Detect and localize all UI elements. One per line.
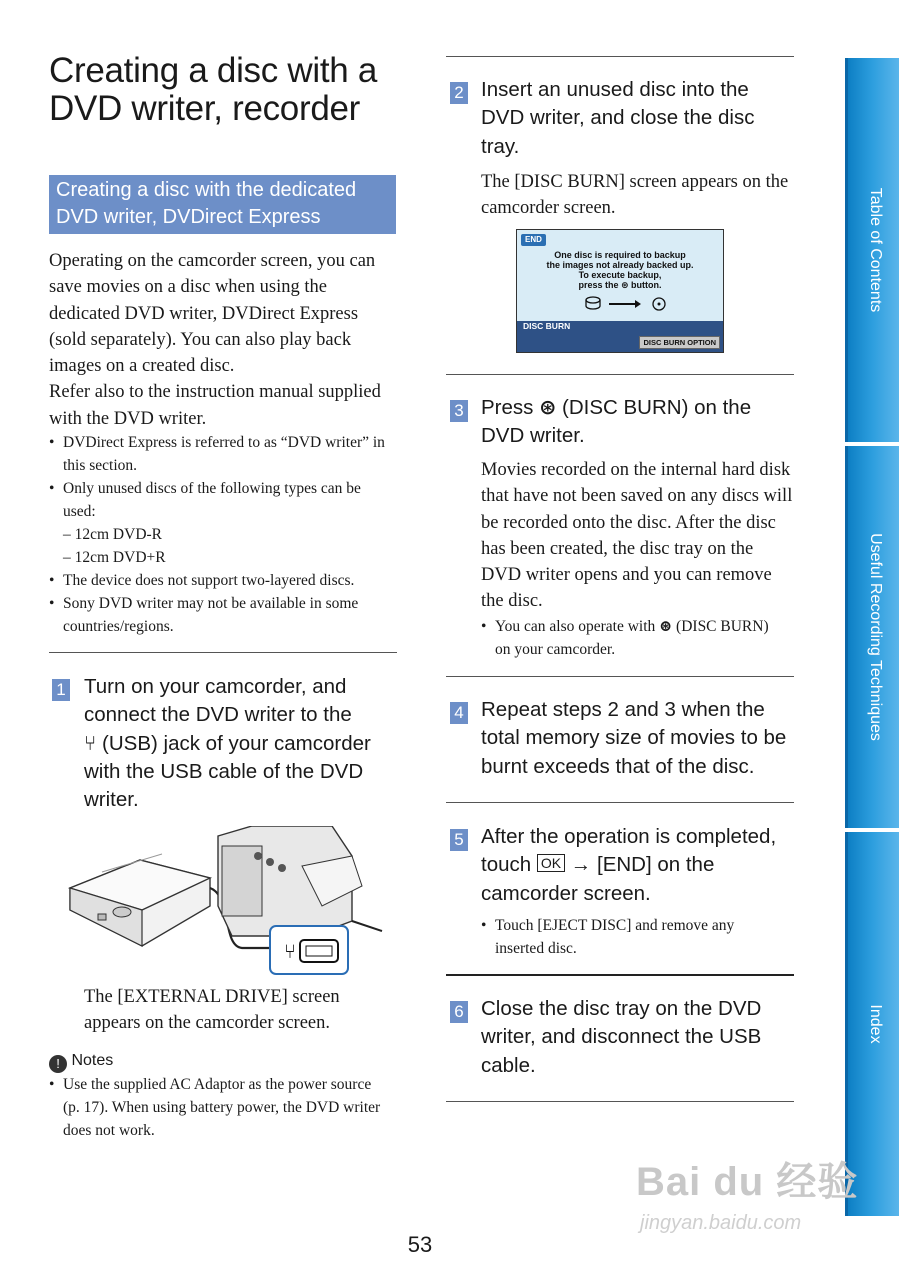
step-1-line: connect the DVD writer to the: [84, 703, 352, 727]
disc-burn-icon: ⊛: [659, 618, 673, 635]
end-button[interactable]: END: [521, 234, 546, 246]
notes-heading: [49, 1050, 113, 1073]
screen-message-line: One disc is required to backup: [554, 250, 686, 260]
camcorder-illustration: [218, 826, 382, 936]
bullet-item: • Touch [EJECT DISC] and remove any inserted disc.: [481, 914, 781, 960]
bullet-text-a: You can also operate with: [495, 618, 656, 635]
disc-type: – 12cm DVD-R: [63, 526, 163, 543]
usb-icon: ⑂: [84, 731, 97, 755]
title-line-1: Creating a disc with a: [49, 51, 378, 90]
intro-paragraph: Refer also to the instruction manual supplied with the DVD writer.: [49, 382, 381, 429]
step-5-text: [481, 823, 799, 908]
step-number: 6: [450, 1001, 468, 1023]
step-5-text-b: [END] on the camcorder screen.: [481, 853, 715, 905]
notes-title: Notes: [71, 1052, 114, 1069]
step-number: 3: [450, 400, 468, 422]
bullet-item: • The device does not support two-layered discs.: [49, 569, 394, 592]
step-3-bullets: [481, 615, 781, 661]
divider: [446, 974, 794, 976]
disc-burn-label: DISC BURN: [523, 321, 571, 331]
tab-table-of-contents[interactable]: [845, 58, 899, 442]
notes-warning-icon: !: [49, 1055, 67, 1073]
step-3-result: Movies recorded on the internal hard disk that have not been saved on any discs will be recorded onto the disc. After the disc has been created, the disc tray on the DVD writer opens and you can remove the disc.: [481, 460, 793, 612]
page-title: [49, 52, 409, 128]
step-3-text-a: Press: [481, 396, 534, 419]
screen-message-line: press the ⊛ button.: [578, 280, 662, 290]
bullet-item: • DVDirect Express is referred to as “DVD writer” in this section.: [49, 431, 394, 477]
title-line-2: DVD writer, recorder: [49, 89, 361, 128]
hdd-to-disc-icon: [583, 294, 669, 312]
divider: [49, 652, 397, 653]
note-item: • Use the supplied AC Adaptor as the power source (p. 17). When using battery power, the DVD writer does not work.: [49, 1073, 389, 1142]
disc-type: – 12cm DVD+R: [63, 549, 166, 566]
step-1-line-text: (USB) jack of your camcorder: [102, 731, 371, 755]
divider: [446, 1101, 794, 1102]
ok-button-glyph: OK: [537, 854, 565, 872]
step-1-line: [84, 730, 394, 758]
step-3-text-b: (DISC BURN) on the DVD writer.: [481, 396, 752, 448]
step-5-text-a: After the operation is completed, touch: [481, 825, 777, 877]
notes-list: [49, 1073, 389, 1142]
bullet-item: • Only unused discs of the following types can be used:: [49, 477, 394, 523]
step-2-text: Insert an unused disc into the DVD writer, and close the disc tray.: [481, 78, 755, 158]
bullet-item: [481, 615, 781, 661]
step-number: 2: [450, 82, 468, 104]
intro-bullets: [49, 431, 394, 638]
baidu-watermark: Bai du 经验: [636, 1160, 859, 1204]
disc-burn-screen: [516, 229, 724, 353]
svg-text:⑂: ⑂: [284, 939, 296, 963]
step-1-text: [84, 673, 394, 814]
step-3-text: [481, 394, 799, 451]
screen-message-line: the images not already backed up.: [546, 260, 694, 270]
step-1-result: The [EXTERNAL DRIVE] screen appears on the camcorder screen.: [84, 987, 340, 1034]
tab-label: Useful Recording Techniques: [867, 533, 884, 741]
usb-connection-illustration: [62, 826, 392, 976]
step-1-line: writer.: [84, 788, 139, 812]
step-1-line: with the USB cable of the DVD: [84, 759, 364, 783]
screen-message-line: To execute backup,: [578, 270, 662, 280]
bullet-item: • Sony DVD writer may not be available in some countries/regions.: [49, 592, 394, 638]
divider: [446, 802, 794, 803]
bullet-text-b: (DISC BURN) on your camcorder.: [495, 618, 769, 658]
step-2-result: The [DISC BURN] screen appears on the camcorder screen.: [481, 172, 789, 219]
arrow-icon: →: [570, 853, 592, 877]
divider: [446, 676, 794, 677]
step-number: 4: [450, 702, 468, 724]
step-6-text: Close the disc tray on the DVD writer, and disconnect the USB cable.: [481, 997, 762, 1077]
disc-burn-option-button[interactable]: DISC BURN OPTION: [639, 336, 720, 349]
divider: [446, 374, 794, 375]
screen-message: [517, 250, 723, 290]
section-subheading: Creating a disc with the dedicated DVD writer, DVDirect Express: [49, 175, 396, 234]
tab-useful-recording-techniques[interactable]: [845, 446, 899, 828]
intro-text: [49, 248, 389, 432]
step-number: 5: [450, 829, 468, 851]
tab-label: Index: [867, 1004, 884, 1044]
intro-paragraph: Operating on the camcorder screen, you can save movies on a disc when using the dedicated DVD writer, DVDirect Express (sold separately). You can also play back images on a created disc.: [49, 251, 376, 377]
tab-label: Table of Contents: [867, 187, 884, 313]
disc-burn-icon: ⊛: [539, 396, 557, 419]
dvd-writer-illustration: [70, 854, 210, 946]
baidu-watermark-url: jingyan.baidu.com: [640, 1212, 802, 1234]
step-1-line: Turn on your camcorder, and: [84, 675, 347, 698]
page-number: 53: [407, 1232, 433, 1257]
divider: [446, 56, 794, 57]
step-5-bullets: [481, 914, 781, 960]
step-4-text: Repeat steps 2 and 3 when the total memory size of movies to be burnt exceeds that of the disc.: [481, 698, 787, 778]
step-number: 1: [52, 679, 70, 701]
